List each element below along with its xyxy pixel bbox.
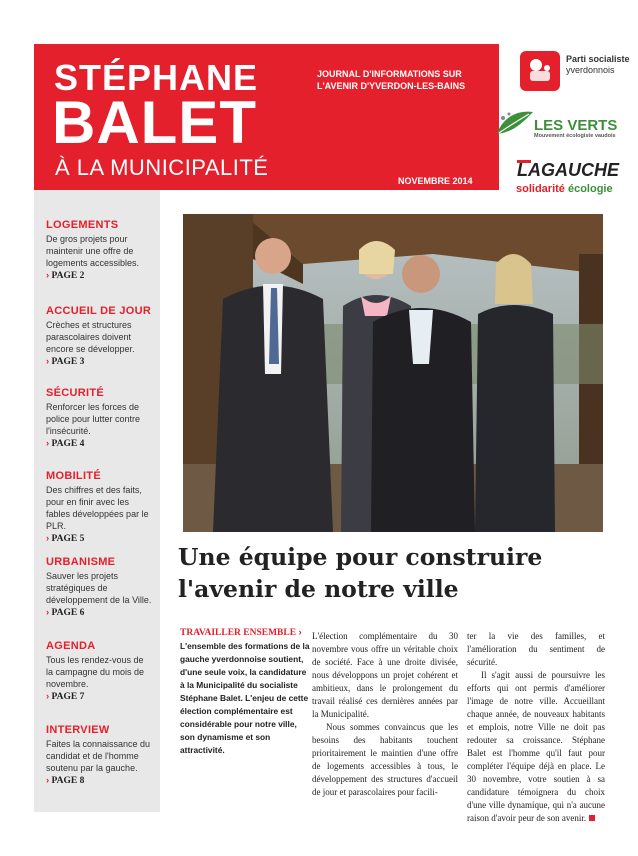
paragraph: Nous sommes convaincus que les besoins des habitants touchent prioritairement le maintien d'une offre de logements accessibles à tous, le développement des structures d'accueil de jour et parascolaires pour facili-: [312, 722, 458, 797]
ps-rose-logo-icon: [520, 51, 560, 91]
team-photo: [183, 214, 603, 532]
article-headline: Une équipe pour construire l'avenir de notre ville: [178, 543, 543, 603]
candidate-first-name: STÉPHANE: [54, 57, 259, 98]
lead-body: L'ensemble des formations de la gauche yverdonnoise soutient, d'une seule voix, la candidature à la Municipalité du socialiste Stéphane Balet. L'enjeu de cette élection complémentaire est considérable pour notre ville, son dynamisme et son attractivité.: [180, 641, 310, 755]
chevron-right-icon: ›: [46, 607, 50, 618]
page-reference[interactable]: › PAGE 2: [46, 270, 85, 281]
chevron-right-icon: ›: [46, 691, 50, 702]
page-reference[interactable]: › PAGE 3: [46, 356, 85, 367]
paragraph: ter la vie des familles, et l'amélioration du sentiment de sécurité.: [467, 631, 605, 667]
page-reference[interactable]: › PAGE 6: [46, 607, 85, 618]
page-reference[interactable]: › PAGE 4: [46, 438, 85, 449]
article-lead: [180, 627, 310, 757]
page-reference[interactable]: › PAGE 5: [46, 533, 85, 544]
sidebar-item-mobilite: MOBILITÉ Des chiffres et des faits, pour en finir avec les fables développées par le PLR. › PAGE 5: [46, 470, 152, 544]
journal-tagline: JOURNAL D'INFORMATIONS SUR L'AVENIR D'YVERDON-LES-BAINS: [317, 69, 466, 91]
sidebar-item-securite: SÉCURITÉ Renforcer les forces de police pour lutter contre l'insécurité. › PAGE 4: [46, 387, 152, 449]
verts-logo-title: LES VERTS: [534, 117, 618, 134]
lead-title: TRAVAILLER ENSEMBLE ›: [180, 627, 302, 638]
sidebar-item-logements: LOGEMENTS De gros projets pour maintenir une offre de logements accessibles. › PAGE 2: [46, 219, 152, 281]
sidebar-item-interview: INTERVIEW Faites la connaissance du candidat et de l'homme soutenu par la gauche. › PAGE 8: [46, 724, 151, 786]
article-body-column-2: [467, 630, 605, 825]
chevron-right-icon: ›: [298, 627, 302, 638]
gauche-logo-title: LAGAUCHE: [517, 160, 619, 180]
candidate-last-name: BALET: [52, 89, 257, 156]
page-reference[interactable]: › PAGE 7: [46, 691, 85, 702]
chevron-right-icon: ›: [46, 356, 50, 367]
issue-date: NOVEMBRE 2014: [398, 176, 473, 186]
gauche-slogan: solidarité écologie: [516, 183, 613, 195]
candidate-subtitle: À LA MUNICIPALITÉ: [55, 155, 269, 180]
paragraph: L'élection complémentaire du 30 novembre vous offre un véritable choix de société. Face à une droite divisée, nous développons un projet cohérent et ambitieux, dans le prolongement du travail réalisé ces dernières années par la Municipalité.: [312, 631, 458, 719]
sidebar-item-accueil: ACCUEIL DE JOUR Crèches et structures parascolaires doivent encore se développer. › PAGE 3: [46, 305, 152, 367]
paragraph: Il s'agit aussi de poursuivre les efforts qui ont permis d'améliorer l'image de notre ville. Accueillant chaque année, de nouveaux habitants et emplois, notre Ville ne doit pas redouter sa croissance. Stéphane Balet est l'homme qu'il faut pour compléter l'équipe déjà en place. Le 30 novembre, votre soutien à sa candidature témoignera du choix d'une ville dynamique, qui n'a aucune raison d'avoir peur de son avenir.: [467, 670, 605, 823]
verts-logo-subtitle: Mouvement écologiste vaudois: [534, 133, 616, 139]
chevron-right-icon: ›: [46, 438, 50, 449]
chevron-right-icon: ›: [46, 270, 50, 281]
page-reference[interactable]: › PAGE 8: [46, 775, 85, 786]
paragraph-2-source: [0, 0, 1, 1]
end-mark-icon: [589, 815, 595, 821]
chevron-right-icon: ›: [46, 533, 50, 544]
sidebar-item-agenda: AGENDA Tous les rendez-vous de la campagne du mois de novembre. › PAGE 7: [46, 640, 152, 702]
ps-logo-text: Parti socialiste yverdonnois: [566, 54, 630, 75]
verts-leaf-logo-icon: [493, 106, 537, 142]
chevron-right-icon: ›: [46, 775, 50, 786]
sidebar-item-urbanisme: URBANISME Sauver les projets stratégiques de développement de la Ville. › PAGE 6: [46, 556, 152, 618]
article-body-column-1: [312, 630, 458, 799]
